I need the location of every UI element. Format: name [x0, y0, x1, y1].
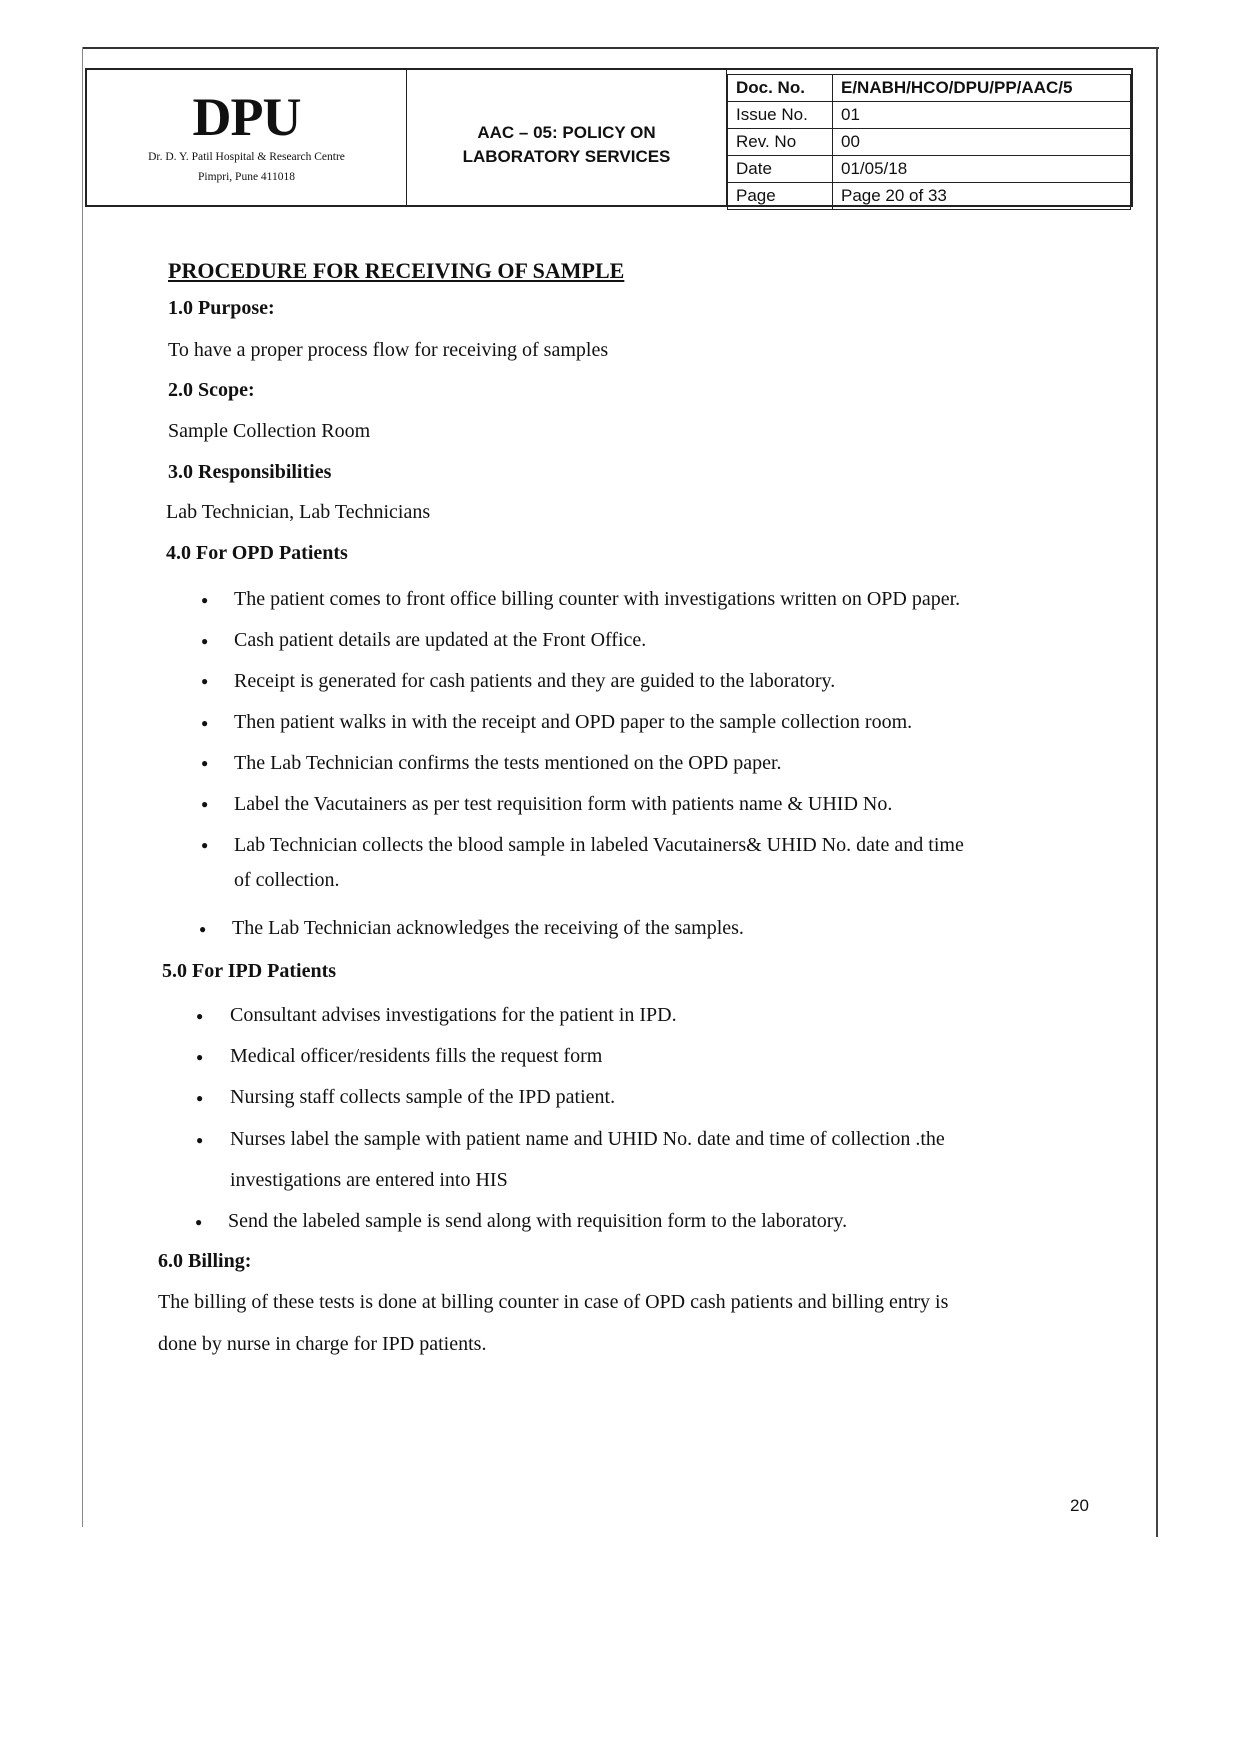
bullet-icon: ●	[196, 1091, 204, 1105]
ipd-item: Consultant advises investigations for the patient in IPD.	[230, 1004, 677, 1026]
ipd-item: Nursing staff collects sample of the IPD patient.	[230, 1086, 616, 1108]
billing-text-continued: done by nurse in charge for IPD patients.	[158, 1333, 487, 1355]
responsibilities-heading: 3.0 Responsibilities	[168, 461, 332, 483]
bullet-icon: ●	[201, 674, 209, 688]
scope-text: Sample Collection Room	[168, 420, 371, 442]
meta-row-issue-no: Issue No. 01	[728, 102, 1131, 129]
opd-item: Then patient walks in with the receipt and OPD paper to the sample collection room.	[234, 711, 913, 733]
bullet-icon: ●	[201, 756, 209, 770]
purpose-text: To have a proper process flow for receiving of samples	[168, 339, 609, 361]
bullet-icon: ●	[195, 1215, 203, 1229]
opd-item: Cash patient details are updated at the Front Office.	[234, 629, 647, 651]
opd-item: The Lab Technician confirms the tests mentioned on the OPD paper.	[234, 752, 782, 774]
bullet-icon: ●	[199, 922, 207, 936]
org-address: Pimpri, Pune 411018	[197, 171, 295, 183]
bullet-icon: ●	[201, 797, 209, 811]
bullet-icon: ●	[201, 593, 209, 607]
bullet-icon: ●	[196, 1133, 204, 1147]
ipd-item-continued: investigations are entered into HIS	[230, 1169, 508, 1191]
meta-row-date: Date 01/05/18	[728, 156, 1131, 183]
bullet-icon: ●	[196, 1009, 204, 1023]
ipd-item: Send the labeled sample is send along with requisition form to the laboratory.	[228, 1210, 848, 1232]
document-meta-table	[727, 74, 1131, 210]
opd-item: Receipt is generated for cash patients and they are guided to the laboratory.	[234, 670, 836, 692]
page-frame-left	[82, 47, 83, 1527]
page-number: 20	[1070, 1496, 1089, 1515]
dpu-logo: DPU	[192, 87, 301, 147]
meta-row-rev-no: Rev. No 00	[728, 129, 1131, 156]
bullet-icon: ●	[196, 1050, 204, 1064]
procedure-title: PROCEDURE FOR RECEIVING OF SAMPLE	[168, 258, 625, 283]
opd-item-continued: of collection.	[234, 869, 340, 891]
ipd-heading: 5.0 For IPD Patients	[162, 960, 337, 982]
billing-text: The billing of these tests is done at billing counter in case of OPD cash patients and billing entry is	[158, 1291, 949, 1313]
meta-row-page: Page Page 20 of 33	[728, 183, 1131, 210]
bullet-icon: ●	[201, 838, 209, 852]
document-header	[85, 68, 1133, 207]
opd-item: Label the Vacutainers as per test requisition form with patients name & UHID No.	[234, 793, 893, 815]
ipd-item: Medical officer/residents fills the request form	[230, 1045, 603, 1067]
purpose-heading: 1.0 Purpose:	[168, 297, 275, 319]
page-frame-top	[83, 47, 1159, 49]
meta-row-doc-no: Doc. No. E/NABH/HCO/DPU/PP/AAC/5	[728, 75, 1131, 102]
bullet-icon: ●	[201, 634, 209, 648]
policy-title: AAC – 05: POLICY ON LABORATORY SERVICES	[462, 122, 671, 166]
ipd-item: Nurses label the sample with patient name and UHID No. date and time of collection .the	[230, 1128, 945, 1150]
opd-heading: 4.0 For OPD Patients	[166, 542, 348, 564]
opd-item: The patient comes to front office billing counter with investigations written on OPD paper.	[234, 588, 961, 610]
page-frame-right	[1156, 47, 1158, 1537]
scope-heading: 2.0 Scope:	[168, 379, 255, 401]
logo-cell	[87, 70, 407, 205]
opd-item: Lab Technician collects the blood sample in labeled Vacutainers& UHID No. date and time	[234, 834, 964, 856]
policy-title-cell	[407, 70, 727, 205]
responsibilities-text: Lab Technician, Lab Technicians	[166, 501, 431, 523]
bullet-icon: ●	[201, 716, 209, 730]
billing-heading: 6.0 Billing:	[158, 1250, 252, 1272]
opd-item: The Lab Technician acknowledges the receiving of the samples.	[232, 917, 744, 939]
org-name: Dr. D. Y. Patil Hospital & Research Centre	[148, 151, 345, 163]
